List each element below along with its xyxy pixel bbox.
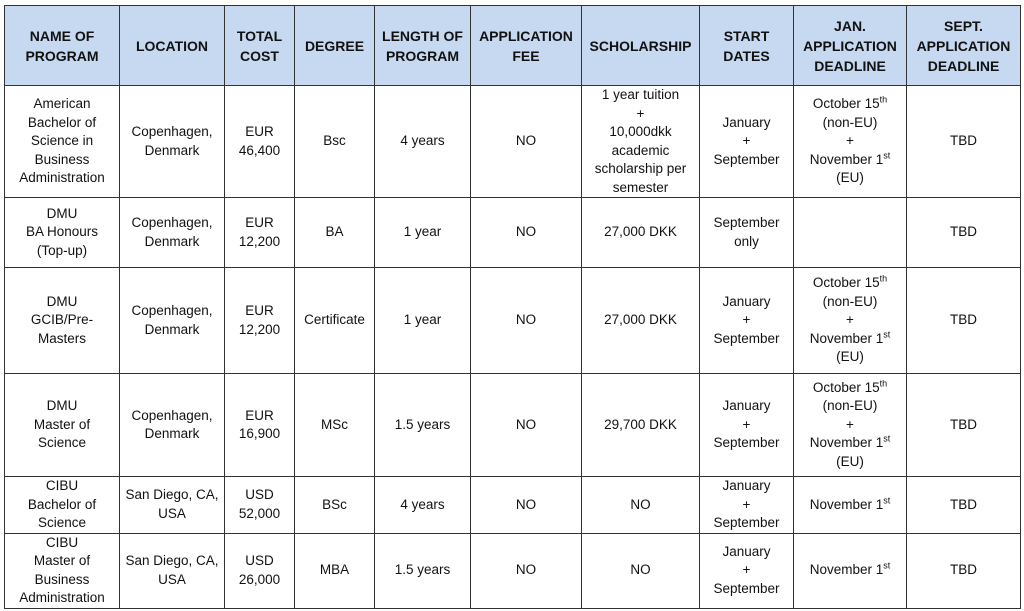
location-cell-line: Denmark <box>144 142 200 158</box>
scholarship-cell <box>582 533 700 608</box>
header-text: JAN. <box>834 17 866 34</box>
length-cell: 1 year <box>375 198 471 268</box>
header-text: TOTAL <box>236 27 283 44</box>
program-name-cell-line: American <box>33 96 91 112</box>
scholarship-cell <box>582 198 700 268</box>
location-cell-line: Denmark <box>144 321 200 337</box>
jan-deadline-cell <box>794 477 907 534</box>
program-name-cell-line: Administration <box>19 590 105 605</box>
deadline-region: (non-EU) <box>822 398 878 414</box>
program-name-cell-line: DMU <box>46 293 78 309</box>
total-cost-cell-line: 12,200 <box>238 321 281 337</box>
deadline-suffix: th <box>879 378 888 389</box>
total-cost-cell <box>225 86 295 198</box>
application-fee-cell: NO <box>471 374 582 477</box>
total-cost-cell-line: EUR <box>245 407 274 423</box>
start-dates-cell-line: September <box>713 580 780 596</box>
deadline-date: October 15 <box>812 96 880 112</box>
header-text: SEPT. <box>944 17 983 34</box>
degree-cell: MSc <box>295 374 375 477</box>
start-dates-cell-line: September <box>713 330 780 346</box>
program-name-cell-line: Masters <box>37 330 86 346</box>
header-text: LOCATION <box>135 37 209 54</box>
deadline-suffix: th <box>879 273 888 284</box>
start-dates-cell-line: January <box>722 293 771 309</box>
program-name-cell-line: Master of <box>33 553 91 568</box>
deadline-line <box>797 274 903 293</box>
start-dates-cell <box>700 268 794 374</box>
header-text: START <box>723 27 770 44</box>
deadline-date: October 15 <box>812 275 880 291</box>
location-cell-line: San Diego, CA, <box>125 487 219 503</box>
start-dates-cell-line: September <box>713 151 780 167</box>
sept-deadline-cell: TBD <box>907 374 1021 477</box>
header-text: DEGREE <box>304 37 365 54</box>
location-cell-line: Denmark <box>144 426 200 441</box>
location-cell-line: Copenhagen, <box>131 303 213 318</box>
program-name-cell-line: (Top-up) <box>36 242 88 258</box>
table-row <box>5 533 1021 608</box>
program-name-cell-line: CIBU <box>45 534 79 550</box>
scholarship-cell-line: scholarship per <box>594 161 687 176</box>
start-dates-cell-line: + <box>742 496 751 512</box>
sept-deadline-cell: TBD <box>907 198 1021 268</box>
program-name-cell-line: GCIB/Pre- <box>30 312 94 328</box>
program-name-cell <box>5 268 120 374</box>
deadline-line <box>797 330 903 349</box>
start-dates-cell <box>700 477 794 534</box>
scholarship-cell <box>582 477 700 534</box>
table-row <box>5 86 1021 198</box>
deadline-suffix: st <box>883 560 891 571</box>
total-cost-cell <box>225 374 295 477</box>
sept-deadline-cell: TBD <box>907 477 1021 534</box>
start-dates-cell-line: September <box>713 435 780 451</box>
header-length <box>375 6 471 86</box>
start-dates-cell-line: September <box>713 215 780 230</box>
degree-cell: MBA <box>295 533 375 608</box>
table-row <box>5 374 1021 477</box>
total-cost-cell <box>225 477 295 534</box>
deadline-plus: + <box>846 133 854 149</box>
application-fee-cell: NO <box>471 477 582 534</box>
program-name-cell-line: Business <box>34 151 90 167</box>
location-cell <box>120 86 225 198</box>
deadline-line <box>797 95 903 114</box>
header-sept-deadline <box>907 6 1021 86</box>
location-cell <box>120 268 225 374</box>
start-dates-cell-line: only <box>734 233 759 249</box>
header-text: DEADLINE <box>927 57 1000 74</box>
header-start-dates <box>700 6 794 86</box>
program-name-cell-line: Science in <box>30 133 94 149</box>
program-name-cell-line: Business <box>34 571 90 587</box>
location-cell-line: Denmark <box>144 233 200 249</box>
header-program <box>5 6 120 86</box>
location-cell-line: San Diego, CA, <box>125 553 219 568</box>
deadline-line <box>797 434 903 453</box>
deadline-suffix: st <box>883 433 891 444</box>
program-name-cell <box>5 198 120 268</box>
program-name-cell <box>5 86 120 198</box>
deadline-suffix: st <box>883 329 891 340</box>
header-text: FEE <box>512 47 540 64</box>
total-cost-cell <box>225 268 295 374</box>
degree-cell: BA <box>295 198 375 268</box>
length-cell: 4 years <box>375 477 471 534</box>
header-row <box>5 6 1021 86</box>
program-name-cell-line: Master of <box>33 416 91 432</box>
sept-deadline-cell: TBD <box>907 268 1021 374</box>
header-text: COST <box>240 47 279 64</box>
start-dates-cell-line: + <box>742 133 751 149</box>
scholarship-cell <box>582 86 700 198</box>
deadline-plus: + <box>846 312 854 328</box>
total-cost-cell-line: 52,000 <box>238 505 281 521</box>
scholarship-cell <box>582 374 700 477</box>
deadline-plus: + <box>846 416 854 432</box>
header-text: DEADLINE <box>814 57 886 74</box>
scholarship-cell-line: academic <box>611 142 670 158</box>
start-dates-cell-line: + <box>742 312 751 328</box>
start-dates-cell-line: September <box>713 515 780 530</box>
deadline-line <box>797 496 903 515</box>
start-dates-cell-line: January <box>722 543 771 559</box>
program-name-cell-line: Bachelor of <box>27 496 97 512</box>
total-cost-cell-line: EUR <box>245 303 274 318</box>
deadline-region: (non-EU) <box>822 114 878 130</box>
deadline-region: (EU) <box>836 349 864 365</box>
degree-cell: Bsc <box>295 86 375 198</box>
location-cell-line: Copenhagen, <box>131 124 213 139</box>
scholarship-cell-line: NO <box>630 562 651 578</box>
sept-deadline-cell: TBD <box>907 533 1021 608</box>
start-dates-cell-line: January <box>722 398 771 414</box>
header-scholarship <box>582 6 700 86</box>
scholarship-cell-line: 27,000 DKK <box>604 224 677 240</box>
degree-cell: Certificate <box>295 268 375 374</box>
total-cost-cell <box>225 198 295 268</box>
program-name-cell <box>5 374 120 477</box>
deadline-line <box>797 379 903 398</box>
header-application-fee <box>471 6 582 86</box>
table-body <box>5 86 1021 609</box>
header-text: LENGTH OF <box>382 27 463 44</box>
jan-deadline-cell <box>794 374 907 477</box>
program-name-cell-line: DMU <box>46 398 78 414</box>
deadline-date: November 1 <box>809 496 884 512</box>
scholarship-cell-line: + <box>636 105 645 121</box>
header-text: NAME OF <box>29 27 95 44</box>
deadline-date: November 1 <box>809 151 884 167</box>
program-name-cell-line: Bachelor of <box>27 114 97 130</box>
start-dates-cell <box>700 374 794 477</box>
length-cell: 4 years <box>375 86 471 198</box>
program-name-cell-line: CIBU <box>45 478 79 493</box>
deadline-date: November 1 <box>809 435 884 451</box>
application-fee-cell: NO <box>471 533 582 608</box>
location-cell-line: USA <box>158 571 186 587</box>
length-cell: 1 year <box>375 268 471 374</box>
program-name-cell-line: Science <box>37 515 87 530</box>
table-row <box>5 268 1021 374</box>
programs-table <box>4 5 1021 609</box>
location-cell <box>120 533 225 608</box>
deadline-region: (non-EU) <box>822 293 878 309</box>
deadline-region: (EU) <box>836 170 864 186</box>
scholarship-cell-line: 1 year tuition <box>601 87 680 102</box>
total-cost-cell-line: USD <box>245 487 274 503</box>
location-cell-line: Copenhagen, <box>131 407 213 423</box>
scholarship-cell-line: 10,000dkk <box>609 124 672 139</box>
scholarship-cell-line: semester <box>612 179 669 195</box>
program-name-cell <box>5 533 120 608</box>
deadline-region: (EU) <box>836 453 864 469</box>
scholarship-cell-line: NO <box>630 496 651 512</box>
application-fee-cell: NO <box>471 198 582 268</box>
total-cost-cell-line: 46,400 <box>238 142 281 158</box>
header-text: APPLICATION <box>916 37 1011 54</box>
location-cell-line: USA <box>158 505 186 521</box>
deadline-suffix: st <box>883 150 891 161</box>
start-dates-cell <box>700 533 794 608</box>
program-name-cell-line: DMU <box>46 205 78 221</box>
start-dates-cell <box>700 86 794 198</box>
header-location <box>120 6 225 86</box>
total-cost-cell <box>225 533 295 608</box>
scholarship-cell-line: 29,700 DKK <box>604 416 677 432</box>
length-cell: 1.5 years <box>375 374 471 477</box>
header-text: PROGRAM <box>385 47 460 64</box>
total-cost-cell-line: USD <box>245 553 274 568</box>
total-cost-cell-line: 26,000 <box>238 571 281 587</box>
program-name-cell-line: Administration <box>19 170 105 186</box>
location-cell <box>120 374 225 477</box>
table-row <box>5 198 1021 268</box>
program-name-cell-line: BA Honours <box>25 224 99 240</box>
location-cell-line: Copenhagen, <box>131 215 213 230</box>
length-cell: 1.5 years <box>375 533 471 608</box>
start-dates-cell-line: January <box>722 478 771 493</box>
deadline-line <box>797 151 903 170</box>
deadline-line <box>797 561 903 580</box>
start-dates-cell-line: January <box>722 114 771 130</box>
location-cell <box>120 198 225 268</box>
jan-deadline-cell <box>794 86 907 198</box>
deadline-date: November 1 <box>809 330 884 346</box>
deadline-date: October 15 <box>812 379 880 395</box>
program-name-cell <box>5 477 120 534</box>
deadline-suffix: st <box>883 495 891 505</box>
program-name-cell-line: Science <box>37 435 87 451</box>
table-row <box>5 477 1021 534</box>
application-fee-cell: NO <box>471 86 582 198</box>
header-jan-deadline <box>794 6 907 86</box>
header-total-cost <box>225 6 295 86</box>
total-cost-cell-line: 12,200 <box>238 233 281 249</box>
jan-deadline-cell <box>794 533 907 608</box>
header-degree <box>295 6 375 86</box>
header-text: SCHOLARSHIP <box>589 37 692 54</box>
deadline-suffix: th <box>879 94 888 105</box>
deadline-date: November 1 <box>809 562 884 578</box>
jan-deadline-cell <box>794 268 907 374</box>
application-fee-cell: NO <box>471 268 582 374</box>
total-cost-cell-line: 16,900 <box>238 426 281 441</box>
start-dates-cell-line: + <box>742 416 751 432</box>
header-text: DATES <box>723 47 770 64</box>
start-dates-cell <box>700 198 794 268</box>
header-text: APPLICATION <box>479 27 573 44</box>
degree-cell: BSc <box>295 477 375 534</box>
sept-deadline-cell: TBD <box>907 86 1021 198</box>
scholarship-cell <box>582 268 700 374</box>
start-dates-cell-line: + <box>742 562 751 578</box>
scholarship-cell-line: 27,000 DKK <box>604 312 677 328</box>
total-cost-cell-line: EUR <box>245 215 274 230</box>
header-text: APPLICATION <box>803 37 897 54</box>
header-text: PROGRAM <box>25 47 99 64</box>
location-cell <box>120 477 225 534</box>
jan-deadline-cell <box>794 198 907 268</box>
total-cost-cell-line: EUR <box>245 124 274 139</box>
